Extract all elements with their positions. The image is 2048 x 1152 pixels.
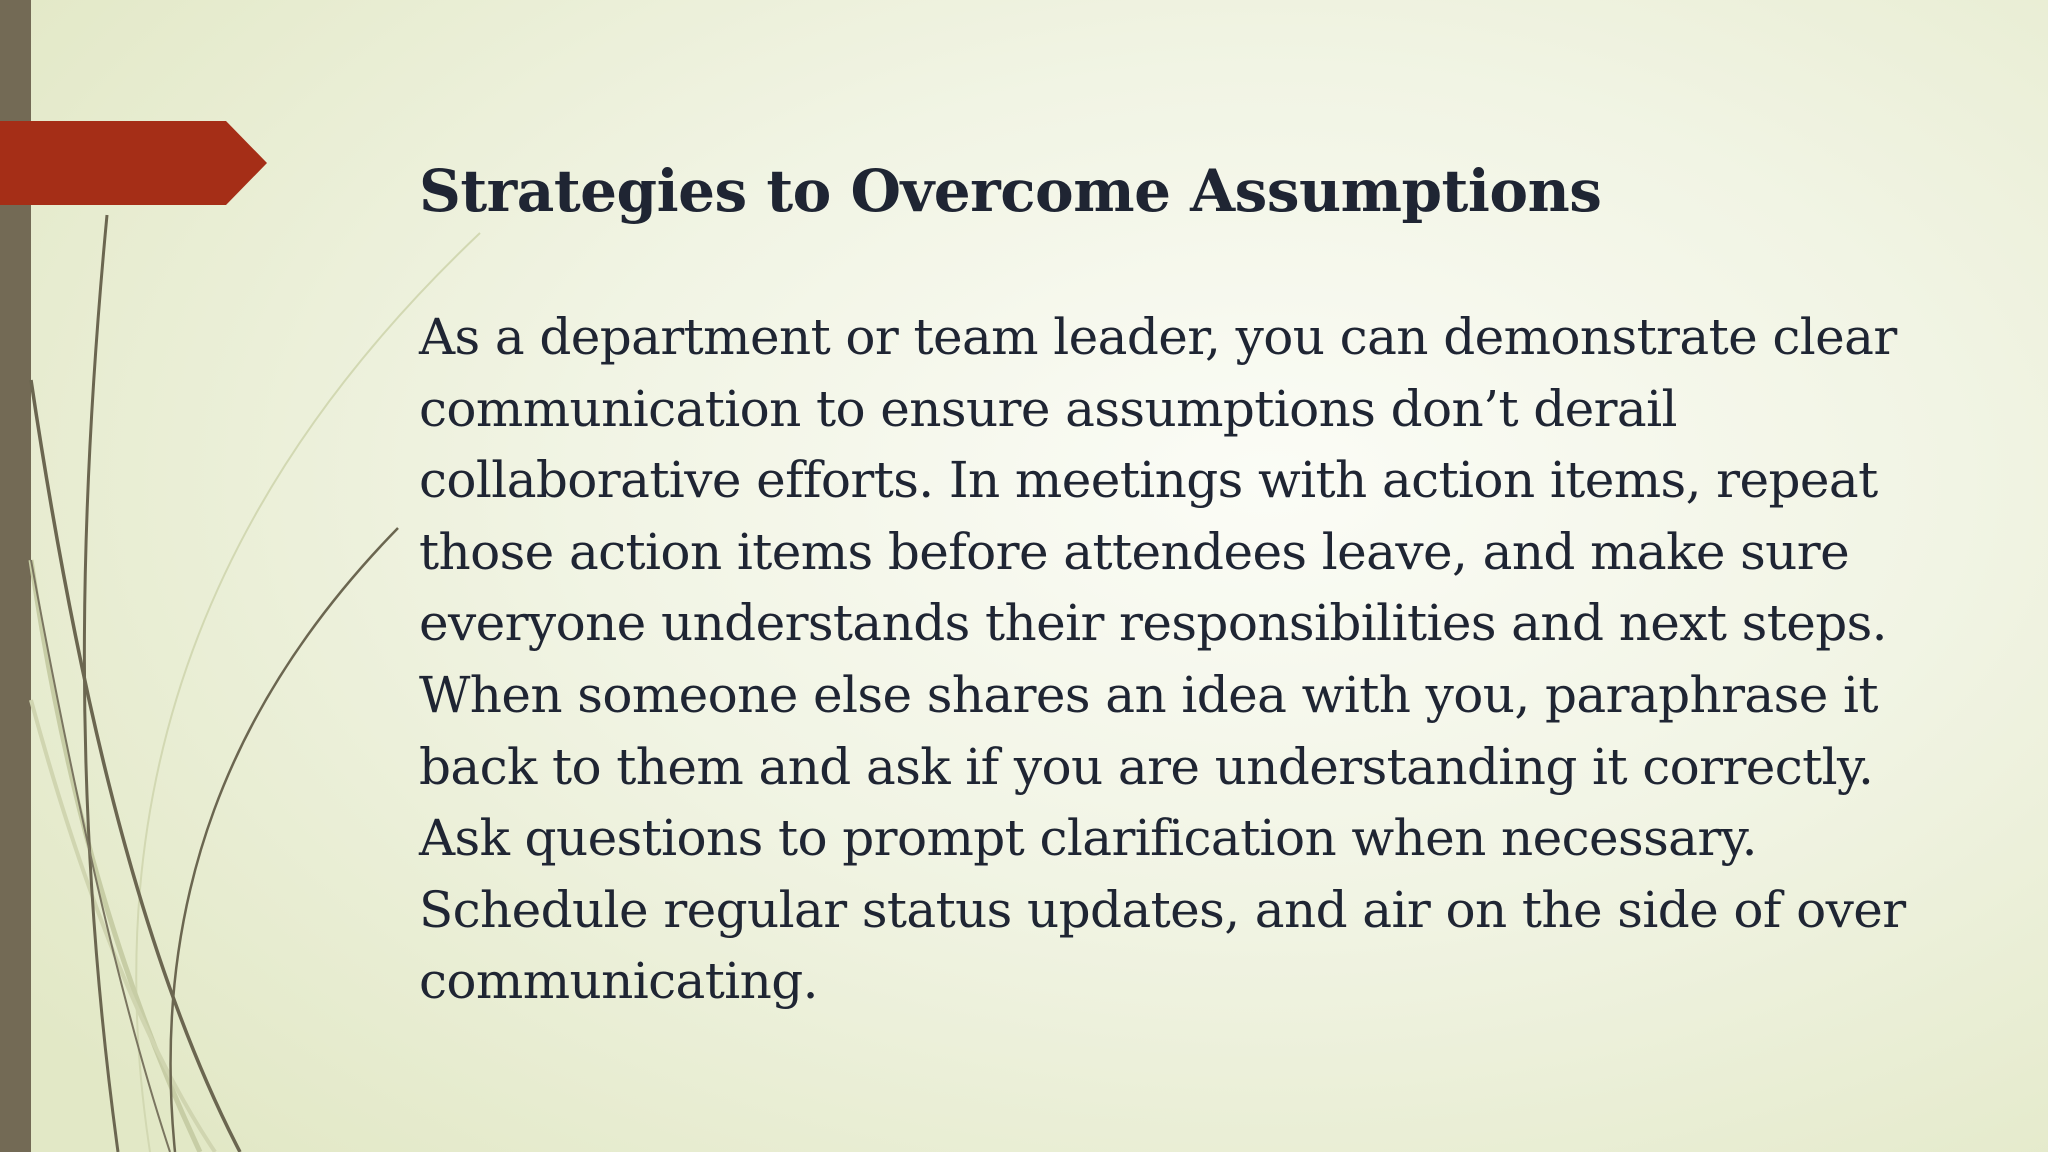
- body-line: collaborative efforts. In meetings with action items, repeat: [419, 451, 1878, 510]
- body-line: communicating.: [419, 952, 818, 1011]
- body-line: everyone understands their responsibilities and next steps.: [419, 594, 1887, 653]
- body-line: When someone else shares an idea with you, paraphrase it: [419, 665, 1878, 724]
- body-line: As a department or team leader, you can demonstrate clear: [419, 308, 1897, 366]
- body-line: communication to ensure assumptions don’t derail: [419, 379, 1677, 438]
- body-line: those action items before attendees leave, and make sure: [419, 522, 1850, 581]
- body-line: Ask questions to prompt clarification when necessary.: [419, 809, 1757, 868]
- body-line: back to them and ask if you are understanding it correctly.: [419, 737, 1874, 796]
- slide-body: [419, 302, 1919, 1018]
- body-line: Schedule regular status updates, and air on the side of over: [419, 880, 1906, 939]
- slide-title: Strategies to Overcome Assumptions: [419, 157, 1602, 225]
